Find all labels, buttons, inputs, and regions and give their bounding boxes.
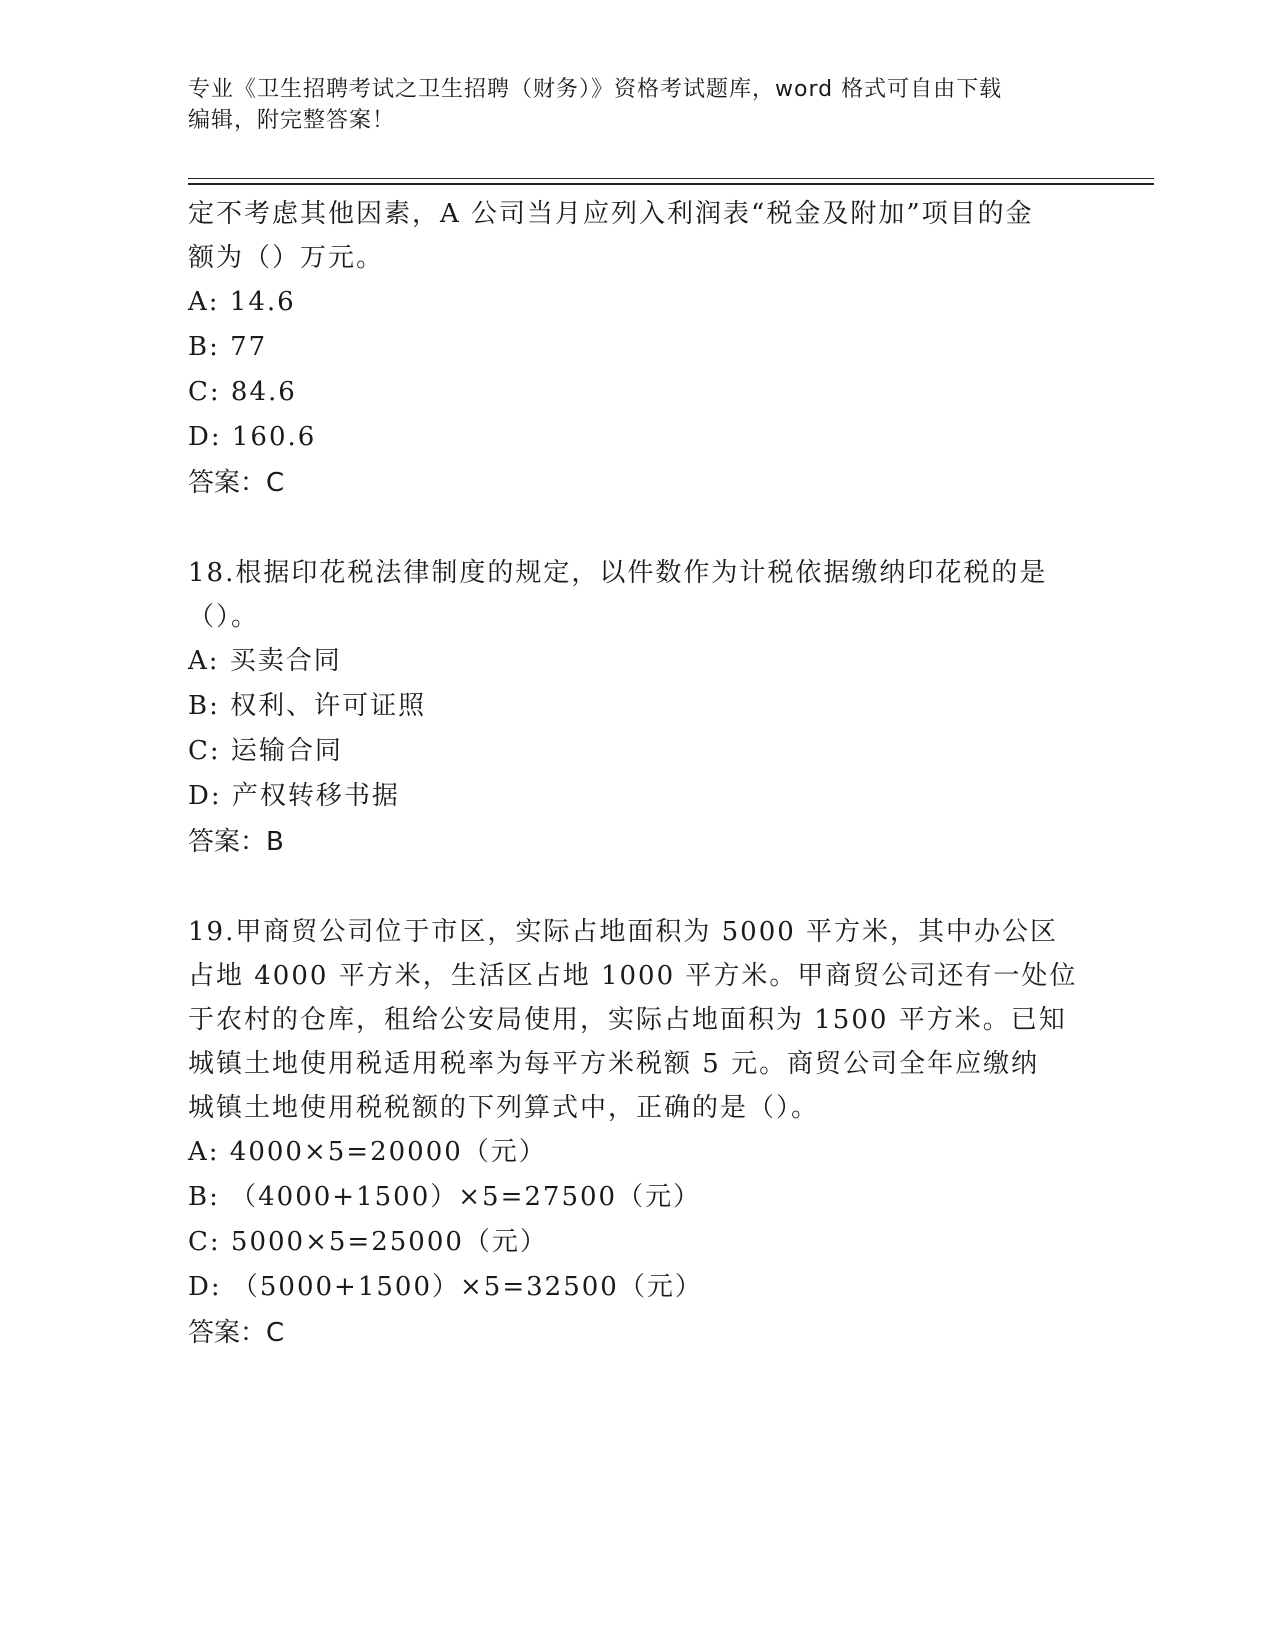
question-text-line: 于农村的仓库，租给公安局使用，实际占地面积为 1500 平方米。已知	[188, 1005, 1067, 1035]
option-b: B: 77	[188, 332, 268, 362]
header-divider-thick	[188, 183, 1154, 185]
question-text-line: （）。	[188, 602, 260, 632]
option-c: C: 84.6	[188, 377, 297, 407]
option-d: D: 产权转移书据	[188, 781, 400, 811]
answer-label: 答案：C	[188, 468, 285, 498]
question-text-line: 城镇土地使用税适用税率为每平方米税额 5 元。商贸公司全年应缴纳	[188, 1049, 1040, 1079]
question-text-line: 19.甲商贸公司位于市区，实际占地面积为 5000 平方米，其中办公区	[188, 917, 1059, 947]
option-a: A: 买卖合同	[188, 646, 342, 676]
option-b: B: （4000+1500）×5=27500（元）	[188, 1182, 702, 1212]
option-c: C: 5000×5=25000（元）	[188, 1227, 548, 1257]
question-text-line: 占地 4000 平方米，生活区占地 1000 平方米。甲商贸公司还有一处位	[188, 961, 1078, 991]
question-text-line: 城镇土地使用税税额的下列算式中，正确的是（）。	[188, 1093, 820, 1123]
header-line-2: 编辑，附完整答案！	[188, 108, 396, 133]
option-b: B: 权利、许可证照	[188, 691, 427, 721]
question-text-line: 定不考虑其他因素，A 公司当月应列入利润表“税金及附加”项目的金	[188, 199, 1034, 229]
question-17	[188, 192, 1088, 506]
document-body	[188, 192, 1088, 1356]
spacer	[188, 865, 1088, 910]
option-a: A: 14.6	[188, 287, 296, 317]
question-text-line: 额为（）万元。	[188, 243, 385, 273]
question-18	[188, 551, 1088, 865]
option-c: C: 运输合同	[188, 736, 343, 766]
header-divider-thin	[188, 178, 1154, 179]
question-19	[188, 910, 1088, 1356]
answer-label: 答案：B	[188, 827, 284, 857]
option-a: A: 4000×5=20000（元）	[188, 1137, 547, 1167]
document-header	[188, 74, 1088, 136]
question-text-line: 18.根据印花税法律制度的规定，以件数作为计税依据缴纳印花税的是	[188, 558, 1048, 588]
header-line-1: 专业《卫生招聘考试之卫生招聘（财务）》资格考试题库，word 格式可自由下载	[188, 77, 1003, 102]
answer-label: 答案：C	[188, 1318, 285, 1348]
spacer	[188, 506, 1088, 551]
option-d: D: 160.6	[188, 422, 317, 452]
option-d: D: （5000+1500）×5=32500（元）	[188, 1272, 703, 1302]
